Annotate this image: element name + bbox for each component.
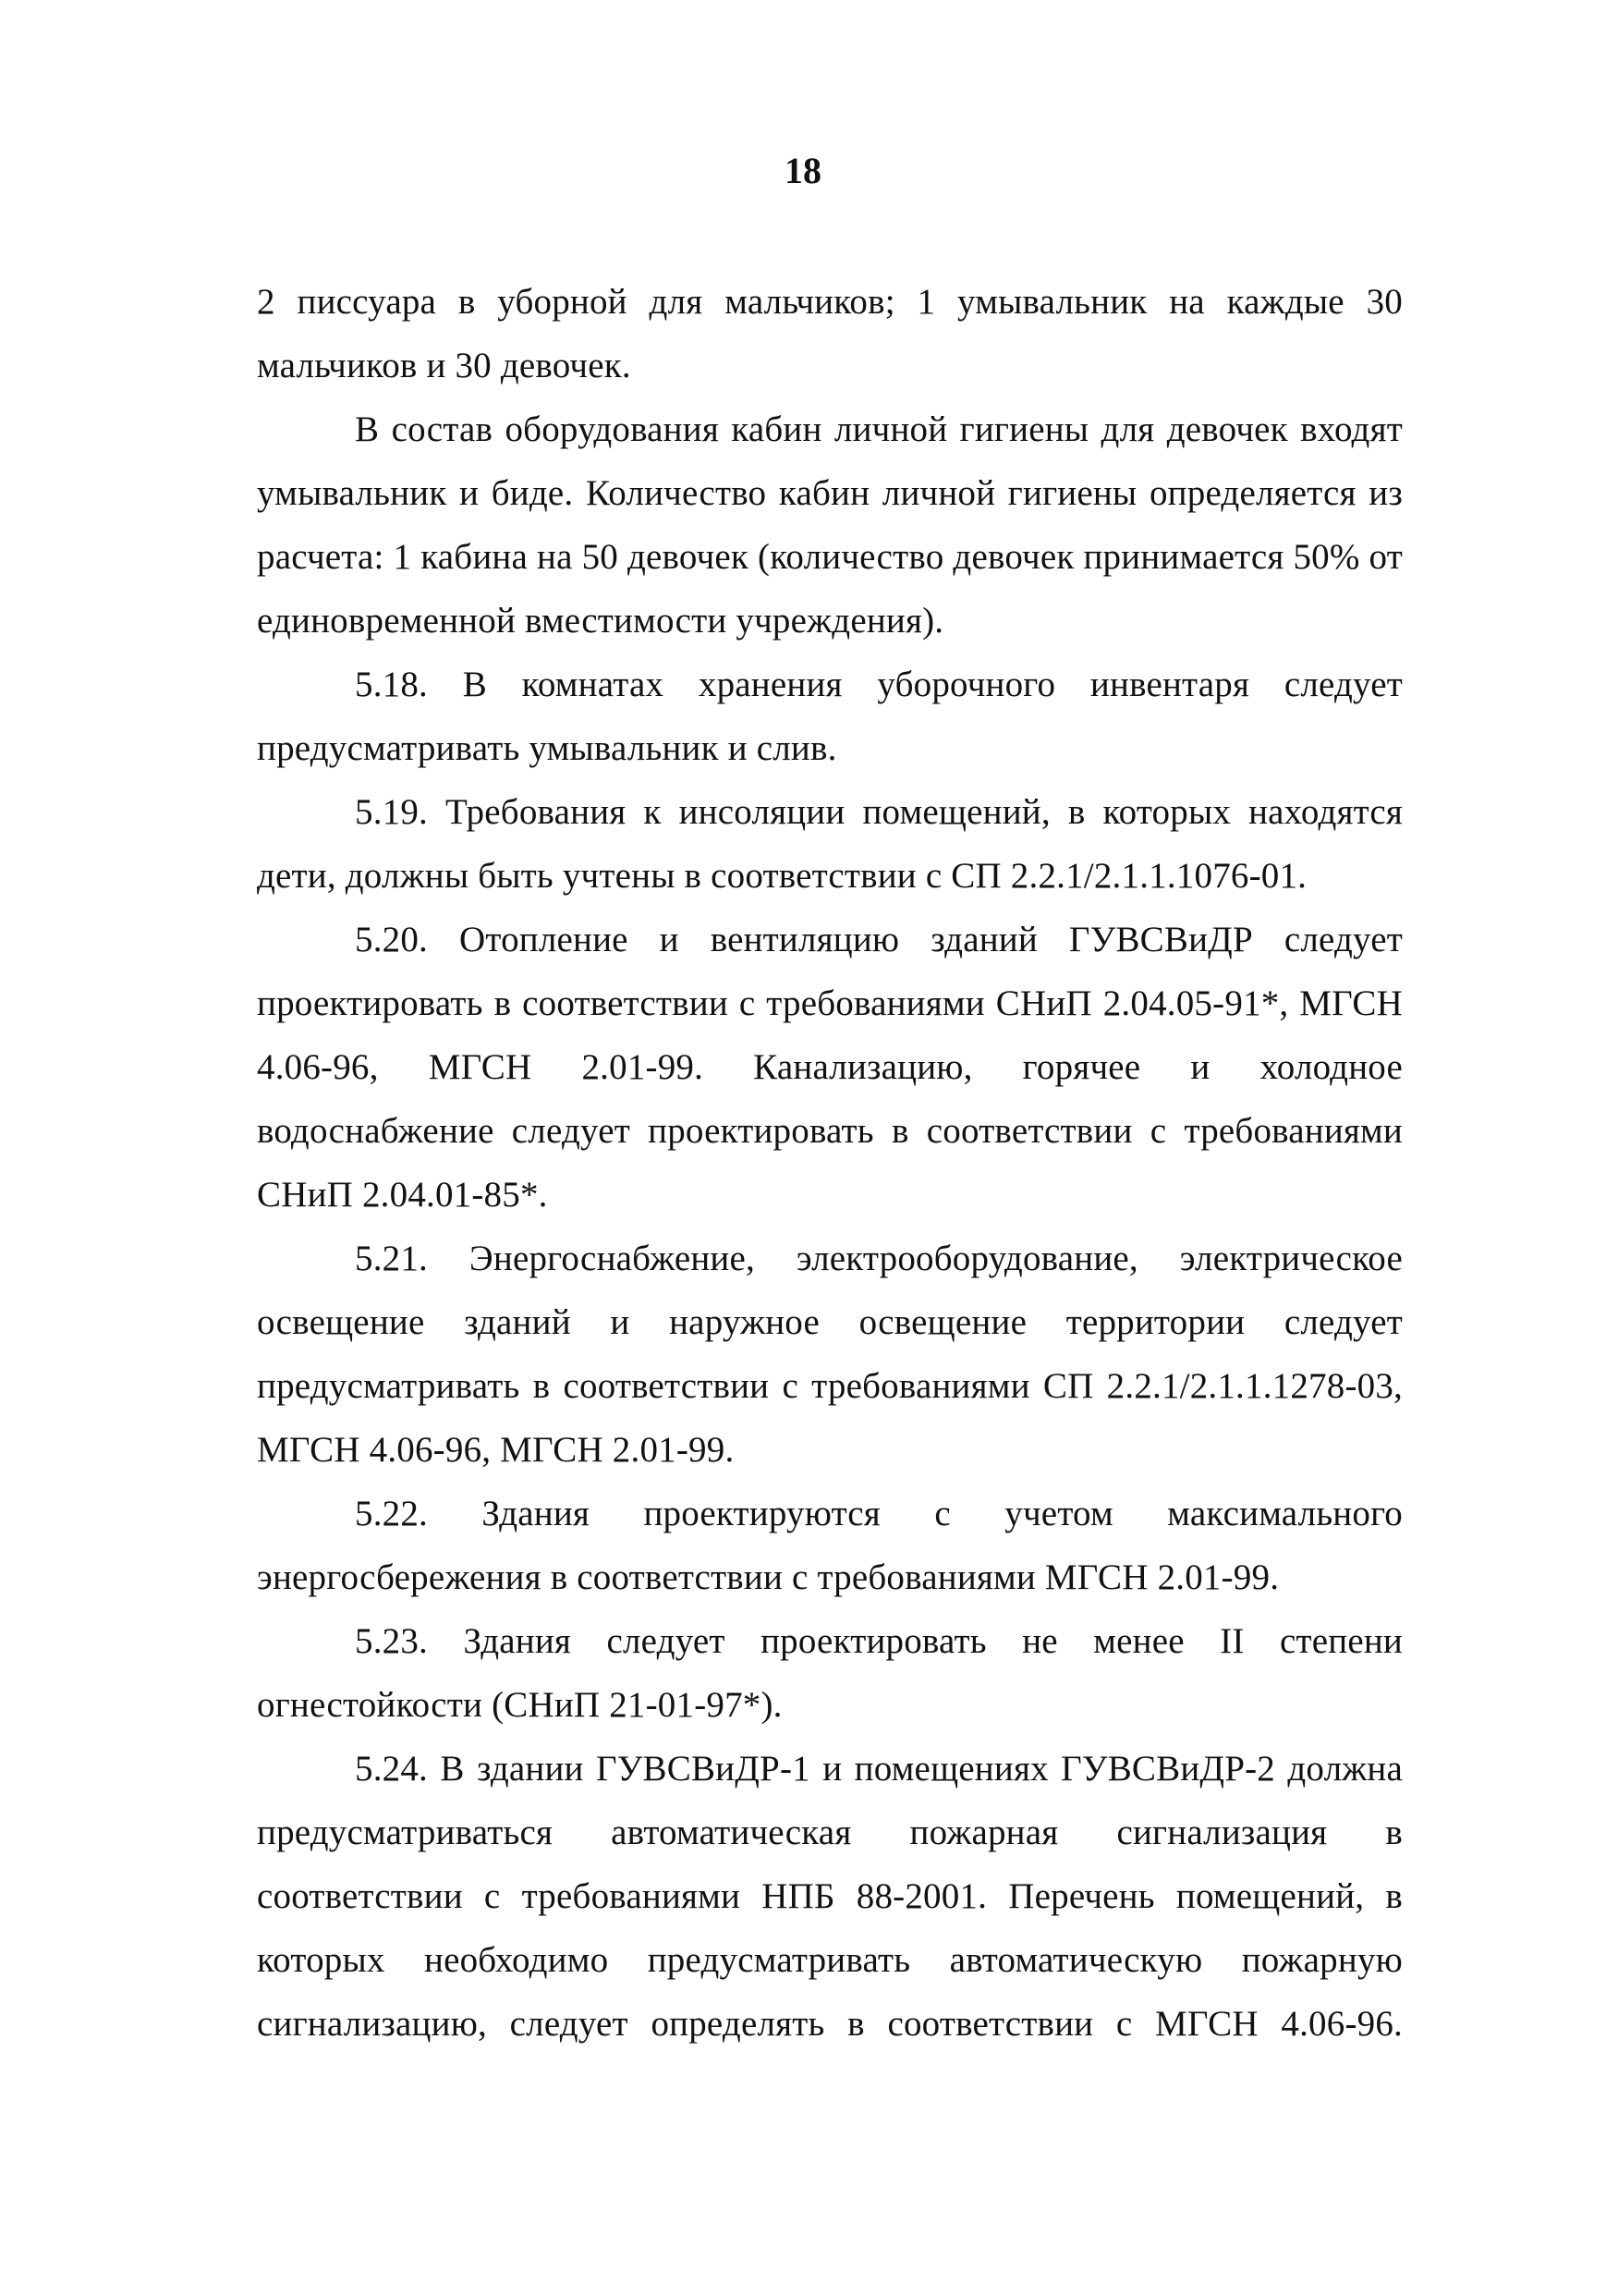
paragraph-5-18: 5.18. В комнатах хранения уборочного инвентаря следует предусматривать умывальник и слив.: [257, 665, 1403, 768]
paragraph-urinals: 2 писсуара в уборной для мальчиков; 1 умывальник на каждые 30 мальчиков и 30 девочек.: [257, 282, 1403, 385]
paragraph-5-23: 5.23. Здания следует проектировать не менее II степени огнестойкости (СНиП 21-01-97*).: [257, 1621, 1403, 1725]
paragraph-5-19: 5.19. Требования к инсоляции помещений, в которых находятся дети, должны быть учтены в соответствии с СП 2.2.1/2.1.1.1076-01.: [257, 792, 1403, 896]
paragraph-5-20: 5.20. Отопление и вентиляцию зданий ГУВСВиДР следует проектировать в соответствии с требованиями СНиП 2.04.05-91*, МГСН 4.06-96, МГСН 2.01-99. Канализацию, горячее и холодное водоснабжение следует проектировать в соответствии с требованиями СНиП 2.04.01-85*.: [257, 920, 1403, 1215]
page-number: 18: [785, 150, 821, 191]
paragraph-5-21: 5.21. Энергоснабжение, электрооборудование, электрическое освещение зданий и наружное освещение территории следует предусматривать в соответствии с требованиями СП 2.2.1/2.1.1.1278-03, МГСН 4.06-96, МГСН 2.01-99.: [257, 1239, 1403, 1470]
paragraph-hygiene-cabins: В состав оборудования кабин личной гигиены для девочек входят умывальник и биде. Количество кабин личной гигиены определяется из расчета: 1 кабина на 50 девочек (количество девочек принимается 50% от единовременной вместимости учреждения).: [257, 409, 1403, 641]
paragraph-5-22: 5.22. Здания проектируются с учетом максимального энергосбережения в соответствии с требованиями МГСН 2.01-99.: [257, 1494, 1403, 1597]
paragraph-5-24: 5.24. В здании ГУВСВиДР-1 и помещениях ГУВСВиДР-2 должна предусматриваться автоматическая пожарная сигнализация в соответствии с требованиями НПБ 88-2001. Перечень помещений, в которых необходимо предусматривать автоматическую пожарную сигнализацию, следует определять в соответствии с МГСН 4.06-96.: [257, 1749, 1403, 2044]
document-body: [257, 270, 1403, 2056]
